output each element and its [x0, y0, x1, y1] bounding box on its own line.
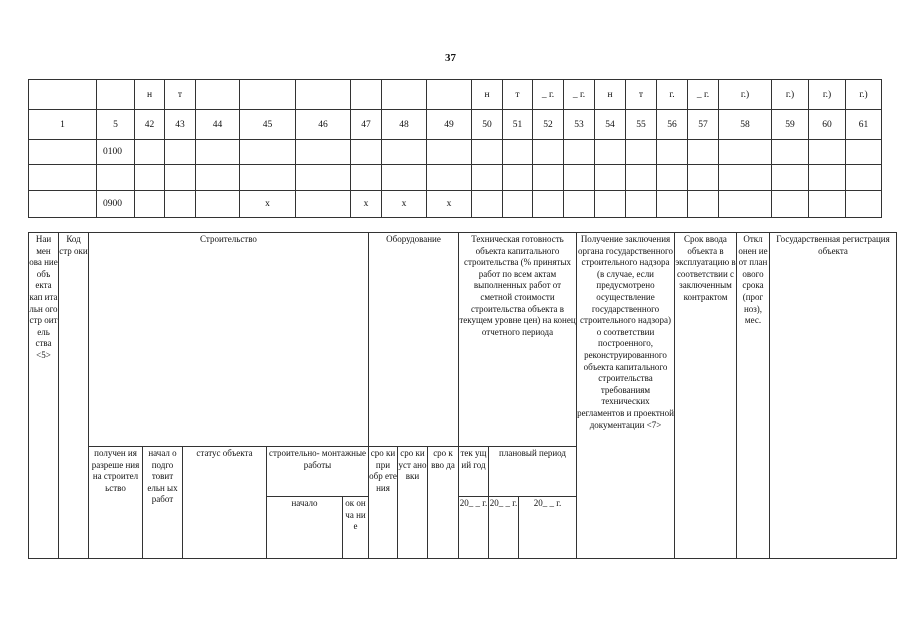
header-cell: н — [472, 80, 503, 110]
column-number: 54 — [595, 110, 626, 140]
table-cell — [595, 191, 626, 218]
table-cell — [472, 191, 503, 218]
table-cell — [427, 165, 472, 191]
column-number: 47 — [351, 110, 382, 140]
header-cell: г.) — [772, 80, 809, 110]
table-cell — [657, 140, 688, 165]
table-cell — [472, 165, 503, 191]
header-cell: н — [135, 80, 165, 110]
table-cell — [29, 140, 97, 165]
table-cell — [564, 165, 595, 191]
table-cell — [595, 165, 626, 191]
table-cell — [533, 140, 564, 165]
table-cell — [135, 140, 165, 165]
table-cell — [657, 191, 688, 218]
column-number: 55 — [626, 110, 657, 140]
year-header: 20_ _ г. — [489, 497, 519, 559]
header-cell — [351, 80, 382, 110]
equipment-header: Оборудование — [369, 233, 459, 447]
table-cell — [503, 191, 533, 218]
table-cell — [809, 191, 846, 218]
column-number: 53 — [564, 110, 595, 140]
column-number: 44 — [196, 110, 240, 140]
works-end-header: ок он ча ни е — [343, 497, 369, 559]
page-number: 37 — [445, 52, 456, 64]
table-cell — [240, 140, 296, 165]
permit-header: получен ия разреше ния на строител ьство — [89, 447, 143, 559]
header-cell — [240, 80, 296, 110]
table-cell: x — [382, 191, 427, 218]
table-cell — [772, 165, 809, 191]
table-cell: x — [240, 191, 296, 218]
table-cell — [503, 165, 533, 191]
column-number: 52 — [533, 110, 564, 140]
table-cell — [688, 191, 719, 218]
table-cell — [196, 140, 240, 165]
table-cell — [564, 140, 595, 165]
table-row-column-numbers — [29, 110, 882, 140]
planned-period-header: плановый период — [489, 447, 577, 497]
header-cell: т — [626, 80, 657, 110]
commissioning-deadline-header: Срок ввода объекта в эксплуатацию в соответствии с заключенным контрактом — [675, 233, 737, 559]
table-cell — [296, 140, 351, 165]
year-header: 20_ _ г. — [519, 497, 577, 559]
table-cell — [533, 191, 564, 218]
header-cell: т — [503, 80, 533, 110]
header-cell — [29, 80, 97, 110]
table-cell — [382, 165, 427, 191]
table-row-header — [29, 80, 882, 110]
header-cell: г.) — [846, 80, 882, 110]
row-code-header: Код стр оки — [59, 233, 89, 559]
table-cell — [626, 191, 657, 218]
table-cell — [719, 191, 772, 218]
top-data-table — [28, 79, 882, 218]
header-cell: н — [595, 80, 626, 110]
table-cell — [165, 191, 196, 218]
table-cell — [135, 191, 165, 218]
table-cell — [846, 165, 882, 191]
column-number: 56 — [657, 110, 688, 140]
header-cell — [196, 80, 240, 110]
table-cell — [595, 140, 626, 165]
equipment-commissioning-header: сро к вво да — [428, 447, 459, 559]
table-cell — [472, 140, 503, 165]
technical-readiness-header: Техническая готовность объекта капитального строительства (% принятых работ по всем актам выполненных работ от сметной стоимости строительства объекта в текущем уровне цен) на конец отчетного периода — [459, 233, 577, 447]
table-cell — [29, 191, 97, 218]
table-cell — [657, 165, 688, 191]
table-cell — [626, 165, 657, 191]
table-row — [29, 140, 882, 165]
header-cell: _ г. — [688, 80, 719, 110]
table-row — [29, 165, 882, 191]
construction-works-header: строительно- монтажные работы — [267, 447, 369, 497]
row-code: 0900 — [97, 191, 135, 218]
column-number: 46 — [296, 110, 351, 140]
column-number: 58 — [719, 110, 772, 140]
year-header: 20_ _ г. — [459, 497, 489, 559]
column-number: 43 — [165, 110, 196, 140]
column-number: 48 — [382, 110, 427, 140]
column-number: 60 — [809, 110, 846, 140]
equipment-installation-header: сро ки уст ано вки — [398, 447, 428, 559]
column-number: 5 — [97, 110, 135, 140]
supervision-conclusion-header: Получение заключения органа государственного строительного надзора (в случае, если предусмотрено осуществление государственного строительного надзора) о соответствии построенного, реконструированного объекта капитального строительства требованиям технических регламентов и проектной документации <7> — [577, 233, 675, 559]
equipment-acquisition-header: сро ки при обр ете ния — [369, 447, 398, 559]
table-cell — [351, 140, 382, 165]
table-cell — [196, 165, 240, 191]
row-code — [97, 165, 135, 191]
header-cell — [427, 80, 472, 110]
table-cell — [772, 140, 809, 165]
header-structure-table — [28, 232, 897, 559]
table-cell — [196, 191, 240, 218]
header-cell: _ г. — [533, 80, 564, 110]
column-number: 49 — [427, 110, 472, 140]
column-number: 42 — [135, 110, 165, 140]
table-cell — [809, 165, 846, 191]
table-cell — [846, 191, 882, 218]
table-cell — [240, 165, 296, 191]
header-cell — [296, 80, 351, 110]
header-cell: г.) — [719, 80, 772, 110]
table-cell — [296, 165, 351, 191]
table-cell — [846, 140, 882, 165]
column-number: 45 — [240, 110, 296, 140]
table-cell — [165, 140, 196, 165]
table-cell — [503, 140, 533, 165]
column-number: 57 — [688, 110, 719, 140]
preparatory-works-start-header: начал о подго товит ельн ых работ — [143, 447, 183, 559]
column-number: 59 — [772, 110, 809, 140]
table-cell — [533, 165, 564, 191]
table-cell — [382, 140, 427, 165]
current-year-header: тек ущ ий год — [459, 447, 489, 497]
table-cell — [351, 165, 382, 191]
table-cell — [165, 165, 196, 191]
works-start-header: начало — [267, 497, 343, 559]
object-status-header: статус объекта — [183, 447, 267, 559]
table-cell — [135, 165, 165, 191]
table-cell — [688, 140, 719, 165]
state-registration-header: Государственная регистрация объекта — [770, 233, 897, 559]
header-cell — [382, 80, 427, 110]
column-number: 50 — [472, 110, 503, 140]
table-cell — [719, 165, 772, 191]
header-cell: г.) — [809, 80, 846, 110]
table-cell — [296, 191, 351, 218]
column-number: 51 — [503, 110, 533, 140]
row-code: 0100 — [97, 140, 135, 165]
header-cell: г. — [657, 80, 688, 110]
table-cell — [564, 191, 595, 218]
table-cell — [626, 140, 657, 165]
table-cell — [809, 140, 846, 165]
column-number: 1 — [29, 110, 97, 140]
table-cell — [427, 140, 472, 165]
object-name-header: Наи мен ова ние объ екта кап ита льн ого стр оит ель ства <5> — [29, 233, 59, 559]
table-cell — [29, 165, 97, 191]
header-cell: _ г. — [564, 80, 595, 110]
header-cell — [97, 80, 135, 110]
table-cell — [688, 165, 719, 191]
header-cell: т — [165, 80, 196, 110]
column-number: 61 — [846, 110, 882, 140]
table-cell: x — [427, 191, 472, 218]
table-cell: x — [351, 191, 382, 218]
construction-header: Строительство — [89, 233, 369, 447]
table-cell — [719, 140, 772, 165]
table-row — [29, 191, 882, 218]
table-cell — [772, 191, 809, 218]
deviation-header: Откл онен ие от план ового срока (прог ноз), мес. — [737, 233, 770, 559]
